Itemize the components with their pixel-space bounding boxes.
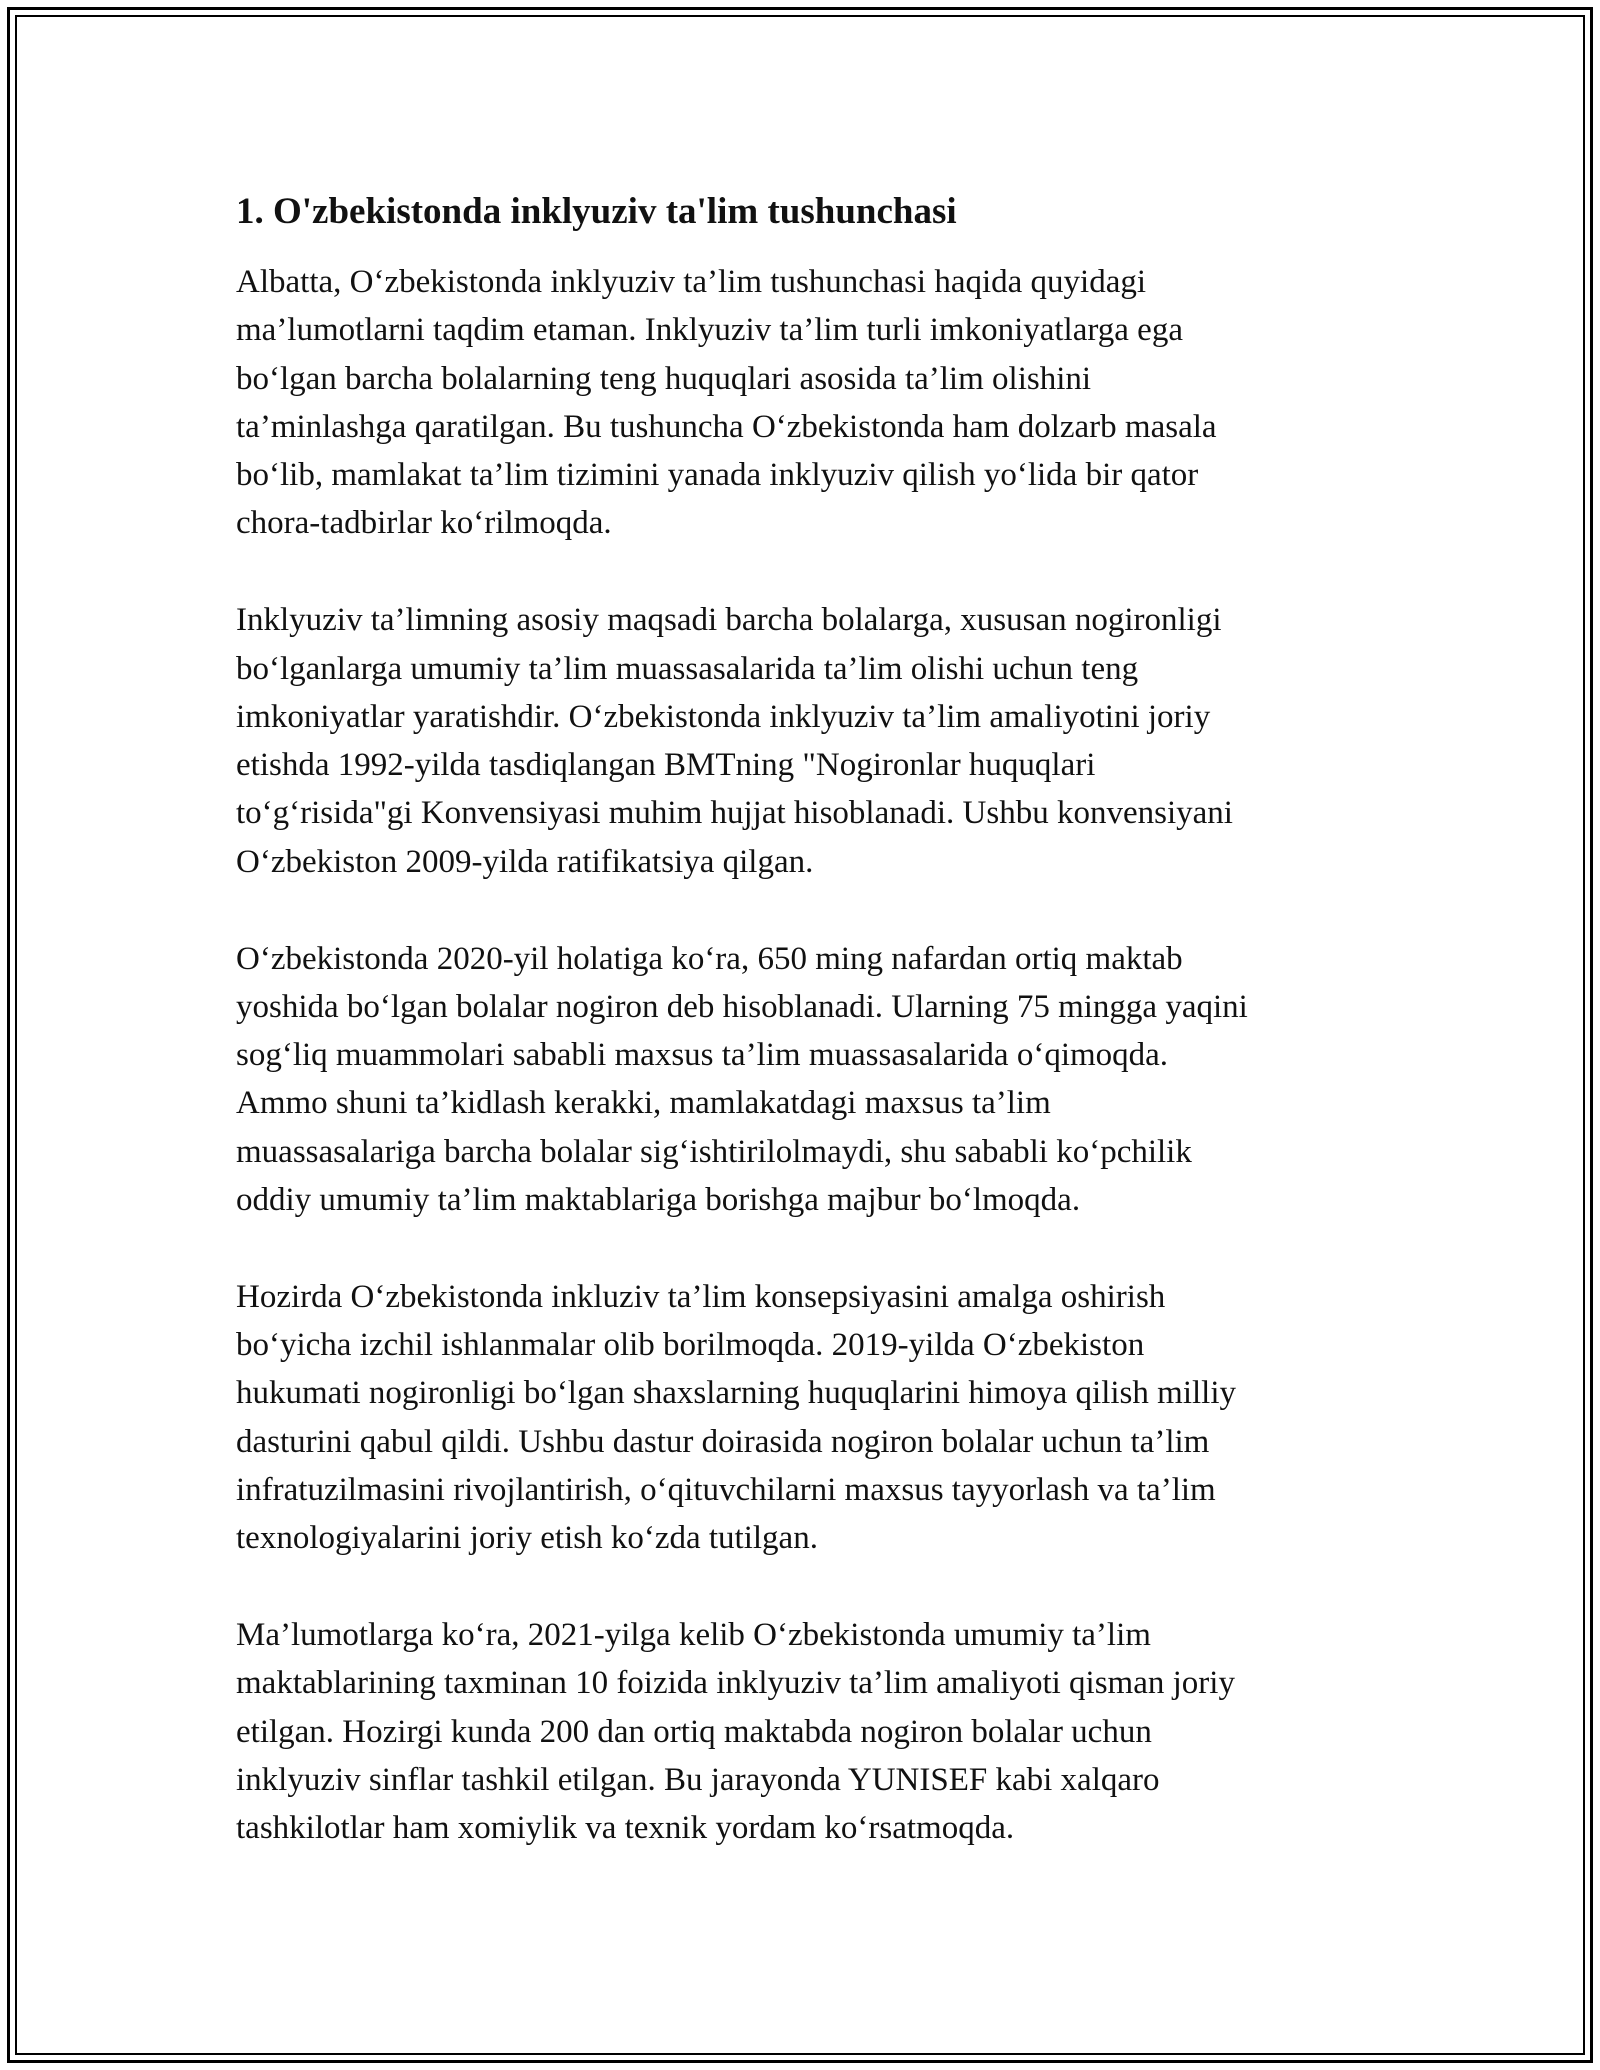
text-line: tashkilotlar ham xomiylik va texnik yordam ko‘rsatmoqda. xyxy=(236,1810,1015,1847)
paragraph-2 xyxy=(236,596,1366,886)
text-line: imkoniyatlar yaratishdir. O‘zbekistonda inklyuziv ta’lim amaliyotini joriy xyxy=(236,698,1211,735)
text-line: to‘g‘risida"gi Konvensiyasi muhim hujjat hisoblanadi. Ushbu konvensiyani xyxy=(236,795,1233,832)
page-title: 1. O'zbekistonda inklyuziv ta'lim tushunchasi xyxy=(236,191,957,232)
text-line: chora-tadbirlar ko‘rilmoqda. xyxy=(236,505,612,542)
text-line: bo‘lganlarga umumiy ta’lim muassasalarida ta’lim olishi uchun teng xyxy=(236,650,1139,687)
text-line: yoshida bo‘lgan bolalar nogiron deb hisoblanadi. Ularning 75 mingga yaqini xyxy=(236,988,1248,1025)
text-line: etishda 1992-yilda tasdiqlangan BMTning "Nogironlar huquqlari xyxy=(236,747,1096,784)
paragraph-5 xyxy=(236,1611,1366,1852)
text-line: dasturini qabul qildi. Ushbu dastur doirasida nogiron bolalar uchun ta’lim xyxy=(236,1423,1210,1460)
text-line: inklyuziv sinflar tashkil etilgan. Bu jarayonda YUNISEF kabi xalqaro xyxy=(236,1762,1160,1799)
text-line: sog‘liq muammolari sababli maxsus ta’lim muassasalarida o‘qimoqda. xyxy=(236,1037,1169,1074)
text-line: ma’lumotlarni taqdim etaman. Inklyuziv ta’lim turli imkoniyatlarga ega xyxy=(236,312,1183,349)
text-line: etilgan. Hozirgi kunda 200 dan ortiq maktabda nogiron bolalar uchun xyxy=(236,1713,1152,1750)
paragraph-3 xyxy=(236,935,1366,1225)
text-line: bo‘yicha izchil ishlanmalar olib borilmoqda. 2019-yilda O‘zbekiston xyxy=(236,1327,1145,1364)
document-body xyxy=(236,188,1366,1901)
text-line: Ammo shuni ta’kidlash kerakki, mamlakatdagi maxsus ta’lim xyxy=(236,1085,1051,1122)
text-line: oddiy umumiy ta’lim maktablariga borishga majbur bo‘lmoqda. xyxy=(236,1182,1081,1219)
text-line: Ma’lumotlarga ko‘ra, 2021-yilga kelib O‘zbekistonda umumiy ta’lim xyxy=(236,1617,1151,1654)
text-line: O‘zbekistonda 2020-yil holatiga ko‘ra, 650 ming nafardan ortiq maktab xyxy=(236,940,1183,977)
text-line: Inklyuziv ta’limning asosiy maqsadi barcha bolalarga, xususan nogironligi xyxy=(236,602,1222,639)
text-line: bo‘lib, mamlakat ta’lim tizimini yanada inklyuziv qilish yo‘lida bir qator xyxy=(236,457,1199,494)
text-line: hukumati nogironligi bo‘lgan shaxslarning huquqlarini himoya qilish milliy xyxy=(236,1375,1236,1412)
text-line: O‘zbekiston 2009-yilda ratifikatsiya qilgan. xyxy=(236,843,814,880)
text-line: maktablarining taxminan 10 foizida inklyuziv ta’lim amaliyoti qisman joriy xyxy=(236,1665,1235,1702)
text-line: texnologiyalarini joriy etish ko‘zda tutilgan. xyxy=(236,1520,818,1557)
paragraph-1 xyxy=(236,258,1366,548)
paragraph-4 xyxy=(236,1273,1366,1563)
text-line: bo‘lgan barcha bolalarning teng huquqlari asosida ta’lim olishini xyxy=(236,360,1092,397)
text-line: muassasalariga barcha bolalar sig‘ishtirilolmaydi, shu sababli ko‘pchilik xyxy=(236,1133,1192,1170)
text-line: Hozirda O‘zbekistonda inkluziv ta’lim konsepsiyasini amalga oshirish xyxy=(236,1278,1166,1315)
text-line: infratuzilmasini rivojlantirish, o‘qituvchilarni maxsus tayyorlash va ta’lim xyxy=(236,1472,1216,1509)
text-line: Albatta, O‘zbekistonda inklyuziv ta’lim tushunchasi haqida quyidagi xyxy=(236,264,1147,300)
text-line: ta’minlashga qaratilgan. Bu tushuncha O‘zbekistonda ham dolzarb masala xyxy=(236,408,1217,445)
